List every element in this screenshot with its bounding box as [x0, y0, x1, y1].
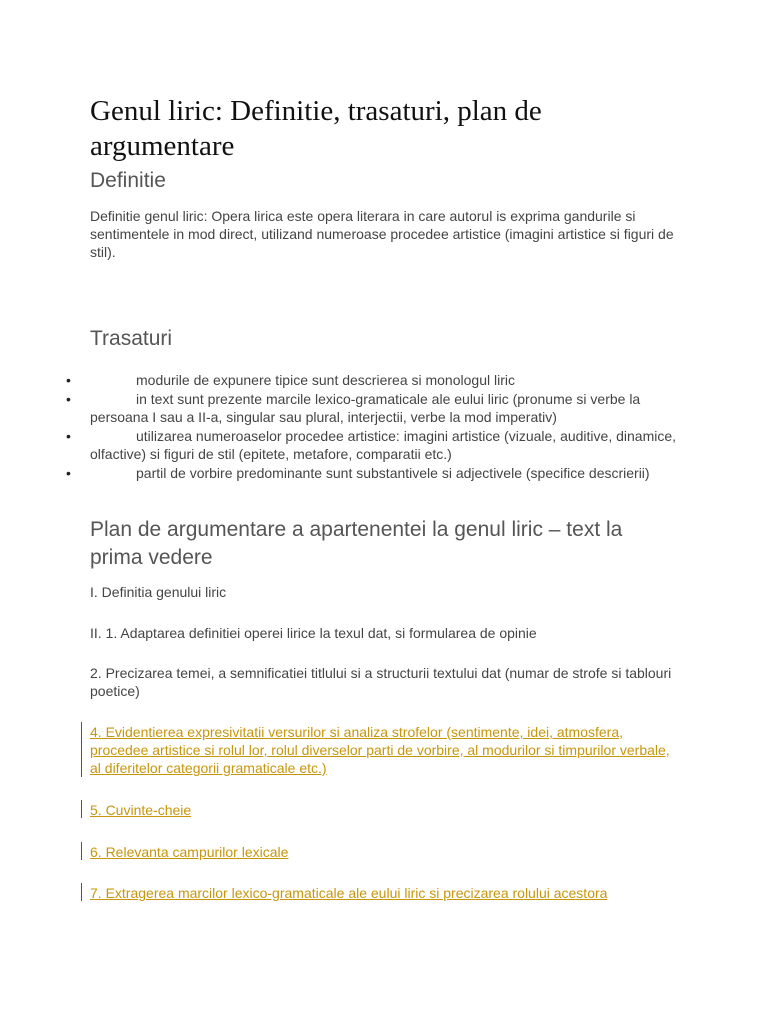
document-title: Genul liric: Definitie, trasaturi, plan de argumentare	[90, 95, 542, 162]
list-item	[66, 371, 680, 390]
list-item-text: partil de vorbire predominante sunt substantivele si adjectivele (specifice descrierii)	[136, 464, 650, 481]
definitie-paragraph: Definitie genul liric: Opera lirica este opera literara in care autorul is exprima gandurile si sentimentele in mod direct, utilizand numeroase procedee artistice (imagini artistice si figuri de stil).	[90, 208, 674, 260]
list-item-text: modurile de expunere tipice sunt descrierea si monologul liric	[136, 372, 515, 388]
plan-link-5[interactable]: 5. Cuvinte-cheie	[90, 802, 192, 818]
plan-link-6[interactable]: 6. Relevanta campurilor lexicale	[90, 844, 289, 860]
revision-bar	[81, 800, 82, 818]
list-item	[66, 464, 680, 483]
plan-link-7[interactable]: 7. Extragerea marcilor lexico-gramaticale ale eului liric si precizarea rolului acestora	[90, 885, 608, 901]
plan-link-4[interactable]: 4. Evidentierea expresivitatii versurilor si analiza strofelor (sentimente, idei, atmosfera, procedee artistice si rolul lor, rolul diverselor parti de vorbire, al modurilor si timpurilor verbale, al diferitelor categorii gramaticale etc.)	[90, 724, 670, 776]
bullet-icon: •	[66, 372, 71, 388]
plan-step: II. 1. Adaptarea definitiei operei lirice la texul dat, si formularea de opinie	[90, 625, 537, 641]
plan-step: 2. Precizarea temei, a semnificatiei titlului si a structurii textului dat (numar de strofe si tablouri poetice)	[90, 665, 672, 699]
bullet-icon: •	[66, 464, 71, 481]
heading-plan: Plan de argumentare a apartenentei la genul liric – text la prima vedere	[90, 518, 623, 569]
revision-bar	[81, 883, 82, 901]
trasaturi-list	[66, 371, 680, 482]
bullet-icon: •	[66, 390, 71, 407]
heading-definitie: Definitie	[90, 169, 166, 192]
list-item-text: utilizarea numeroaselor procedee artistice: imagini artistice (vizuale, auditive, dinamice, olfactive) si figuri de stil (epitete, metafore, comparatii etc.)	[90, 427, 677, 462]
heading-trasaturi: Trasaturi	[90, 327, 173, 350]
list-item	[66, 390, 680, 427]
list-item-text: in text sunt prezente marcile lexico-gramaticale ale eului liric (pronume si verbe la persoana I sau a II-a, singular sau plural, interjectii, verbe la mod imperativ)	[90, 390, 641, 425]
bullet-icon: •	[66, 427, 71, 444]
revision-bar	[81, 722, 82, 777]
list-item	[66, 427, 680, 464]
revision-bar	[81, 842, 82, 860]
plan-step: I. Definitia genului liric	[90, 584, 227, 600]
